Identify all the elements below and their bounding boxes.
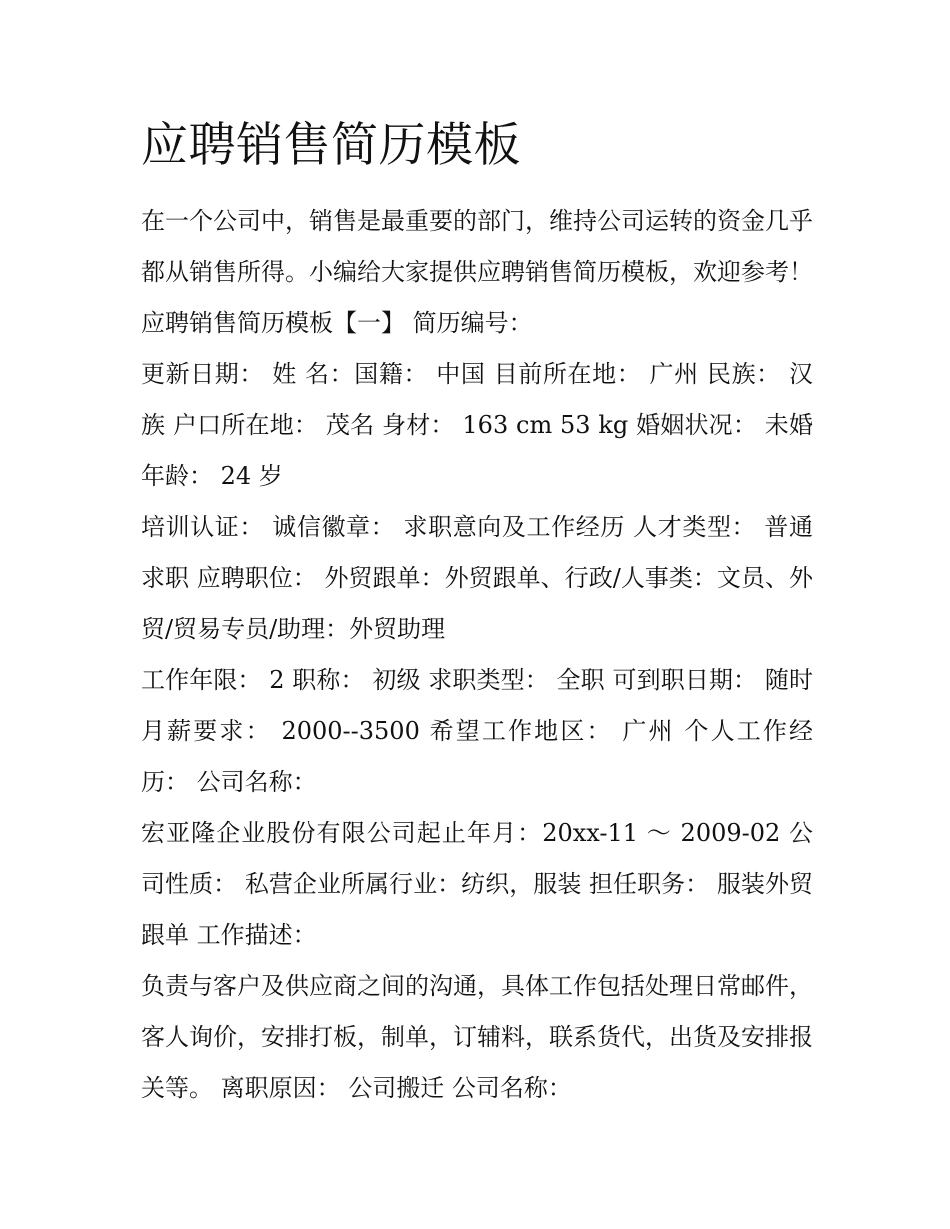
paragraph-work-requirements: 工作年限： 2 职称： 初级 求职类型： 全职 可到职日期： 随时 月薪要求： 2000--3500 希望工作地区： 广州 个人工作经历： 公司名称： <box>141 666 813 796</box>
document-content <box>141 112 813 1114</box>
paragraph-company-info: 宏亚隆企业股份有限公司起止年月：20xx-11 ～ 2009-02 公司性质： 私营企业所属行业：纺织，服装 担任职务： 服装外贸跟单 工作描述： <box>141 819 813 949</box>
document-title: 应聘销售简历模板 <box>141 118 521 173</box>
paragraph-job-description: 负责与客户及供应商之间的沟通，具体工作包括处理日常邮件，客人询价，安排打板，制单，订辅料，联系货代，出货及安排报关等。 离职原因： 公司搬迁 公司名称： <box>141 972 813 1102</box>
paragraph-intro: 在一个公司中，销售是最重要的部门，维持公司运转的资金几乎都从销售所得。小编给大家提供应聘销售简历模板，欢迎参考！ 应聘销售简历模板【一】 简历编号： <box>141 207 813 337</box>
paragraph-job-intention: 培训认证： 诚信徽章： 求职意向及工作经历 人才类型： 普通求职 应聘职位： 外贸跟单：外贸跟单、行政/人事类：文员、外贸/贸易专员/助理：外贸助理 <box>141 513 813 643</box>
paragraph-personal-info: 更新日期： 姓 名：国籍： 中国 目前所在地： 广州 民族： 汉族 户口所在地： 茂名 身材： 163 cm 53 kg 婚姻状况： 未婚 年龄： 24 岁 <box>141 360 813 490</box>
